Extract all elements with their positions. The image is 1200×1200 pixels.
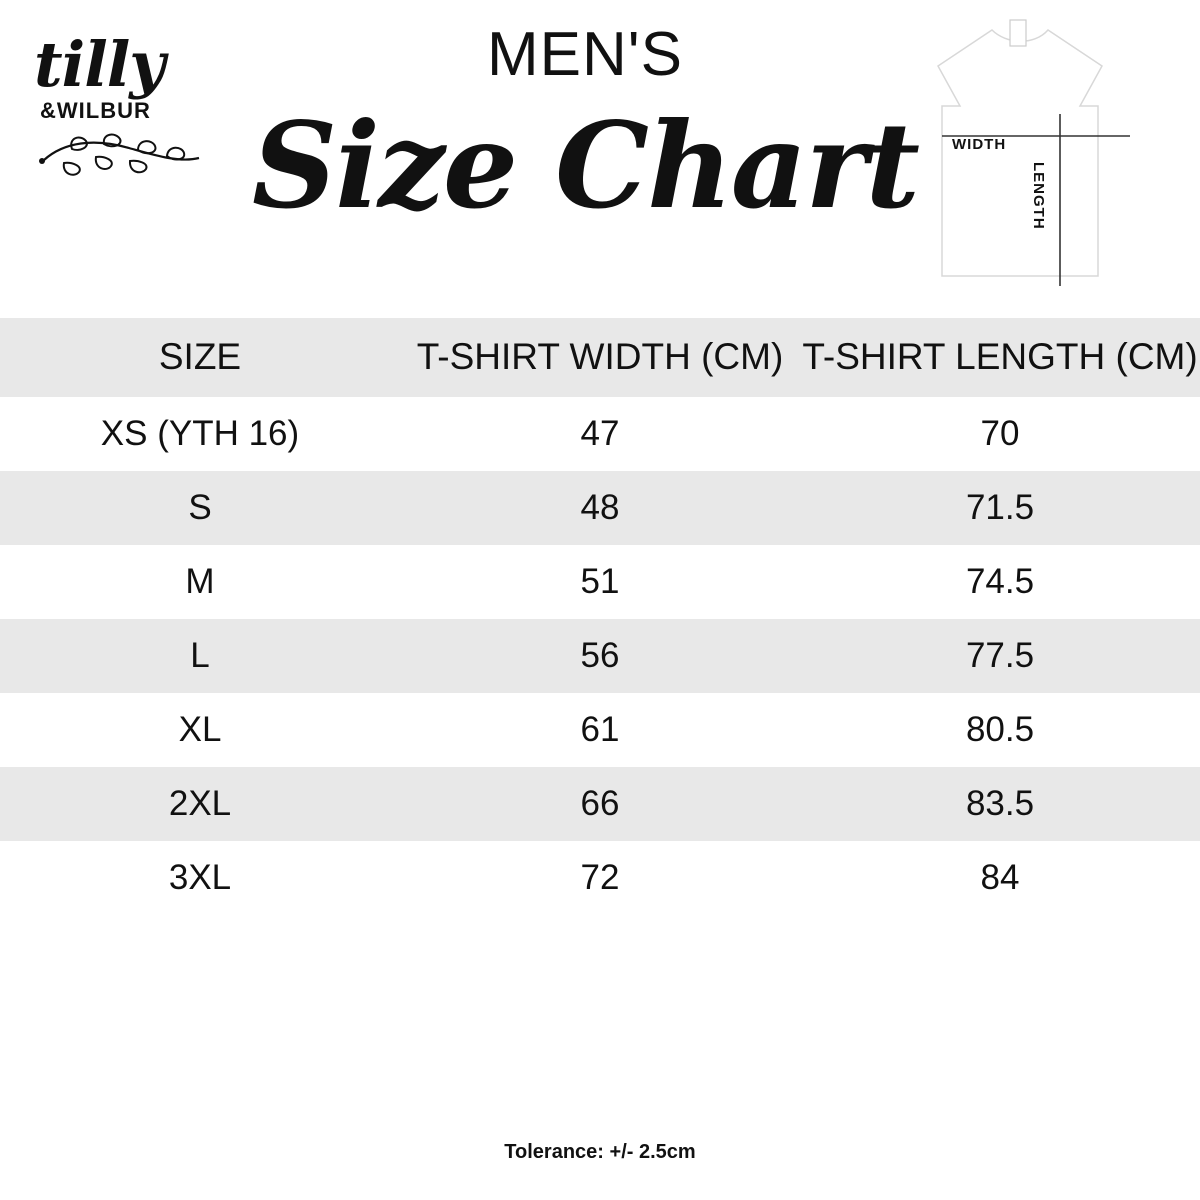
table-row xyxy=(0,619,1200,693)
cell-width: 66 xyxy=(580,784,620,824)
cell-size: XS (YTH 16) xyxy=(100,414,300,454)
cell-length: 70 xyxy=(980,414,1020,454)
header xyxy=(0,0,1200,318)
table-row xyxy=(0,841,1200,915)
length-label: LENGTH xyxy=(1030,162,1047,230)
title-top: MEN'S xyxy=(487,20,683,89)
brand-logo xyxy=(30,28,210,234)
brand-name: tilly xyxy=(34,28,165,101)
cell-size: L xyxy=(190,636,210,676)
cell-length: 74.5 xyxy=(965,562,1035,602)
cell-length: 71.5 xyxy=(965,488,1035,528)
table-row xyxy=(0,397,1200,471)
tolerance-note: Tolerance: +/- 2.5cm xyxy=(504,1141,696,1163)
cell-width: 61 xyxy=(580,710,620,750)
cell-width: 51 xyxy=(580,562,620,602)
cell-size: S xyxy=(188,488,212,528)
table-row xyxy=(0,767,1200,841)
table-row xyxy=(0,693,1200,767)
cell-length: 84 xyxy=(980,858,1020,898)
cell-width: 72 xyxy=(580,858,620,898)
width-label: WIDTH xyxy=(952,136,1007,153)
leaf-flourish-icon xyxy=(34,130,210,195)
column-header-length: T-SHIRT LENGTH (CM) xyxy=(802,336,1198,377)
tshirt-diagram xyxy=(930,14,1180,289)
page-title xyxy=(215,20,955,235)
title-main: Size Chart xyxy=(251,96,919,235)
brand-subname: &WILBUR xyxy=(40,98,151,123)
cell-size: XL xyxy=(178,710,222,750)
cell-length: 77.5 xyxy=(965,636,1035,676)
cell-width: 56 xyxy=(580,636,620,676)
column-header-width: T-SHIRT WIDTH (CM) xyxy=(416,336,784,377)
table-row xyxy=(0,471,1200,545)
column-header-size: SIZE xyxy=(158,336,242,377)
cell-length: 83.5 xyxy=(965,784,1035,824)
table-row xyxy=(0,545,1200,619)
cell-size: M xyxy=(185,562,215,602)
cell-length: 80.5 xyxy=(965,710,1035,750)
cell-width: 47 xyxy=(580,414,620,454)
size-chart-table xyxy=(0,318,1200,915)
cell-width: 48 xyxy=(580,488,620,528)
cell-size: 3XL xyxy=(168,858,232,898)
table-header-row xyxy=(0,318,1200,397)
cell-size: 2XL xyxy=(168,784,232,824)
